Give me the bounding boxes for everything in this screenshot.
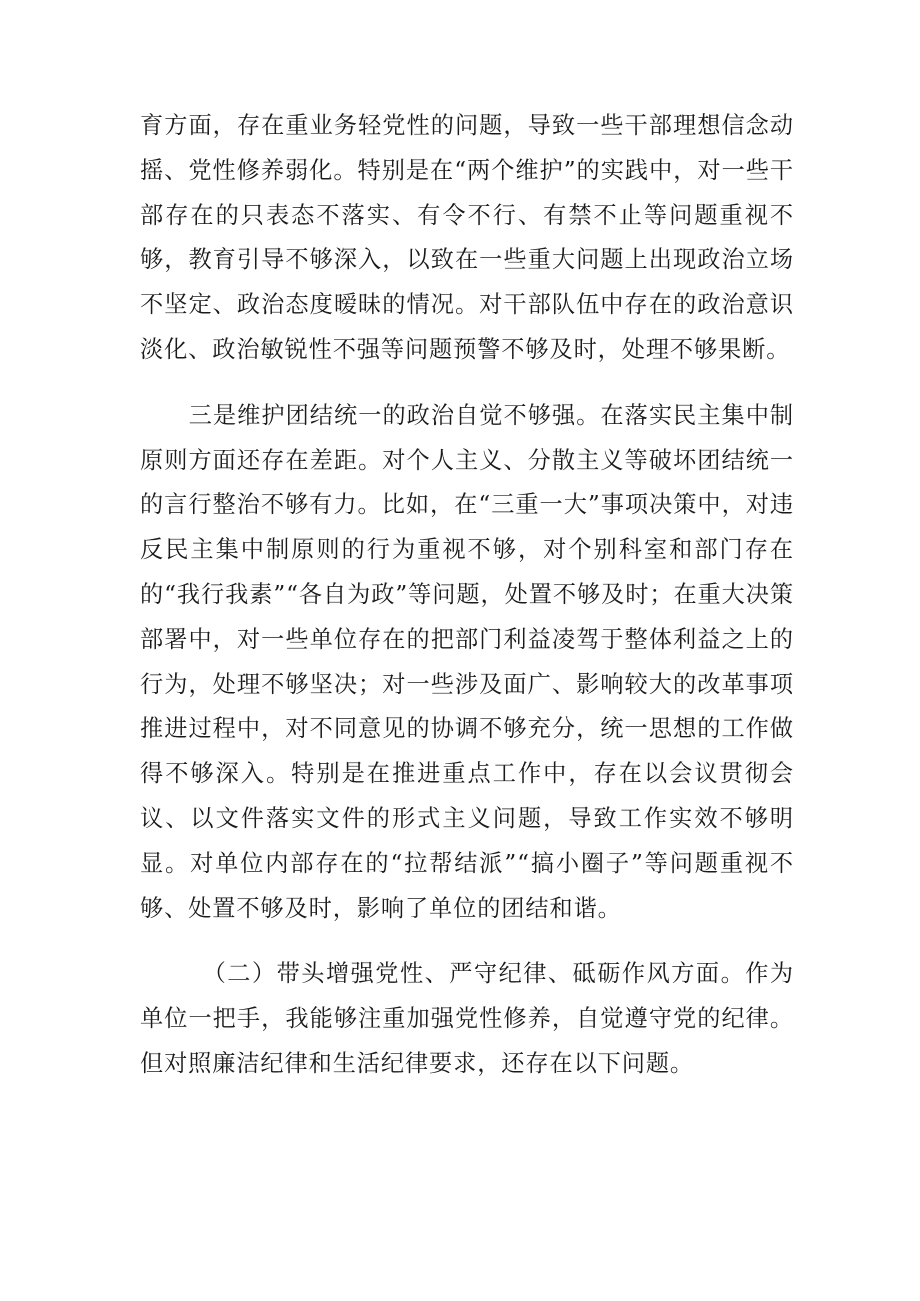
paragraph-continuation: 育方面，存在重业务轻党性的问题，导致一些干部理想信念动摇、党性修养弱化。特别是在“两个维护”的实践中，对一些干部存在的只表态不落实、有令不行、有禁不止等问题重视不够，教育引导不够深入，以致在一些重大问题上出现政治立场不坚定、政治态度暧昧的情况。对干部队伍中存在的政治意识淡化、政治敏锐性不强等问题预警不够及时，处理不够果断。	[140, 112, 794, 363]
document-page	[140, 104, 794, 1087]
paragraph-section-two-heading: （二）带头增强党性、严守纪律、砥砺作风方面。作为单位一把手，我能够注重加强党性修养，自觉遵守党的纪律。但对照廉洁纪律和生活纪律要求，还存在以下问题。	[140, 960, 794, 1077]
paragraph-unity-awareness: 三是维护团结统一的政治自觉不够强。在落实民主集中制原则方面还存在差距。对个人主义、分散主义等破坏团结统一的言行整治不够有力。比如，在“三重一大”事项决策中，对违反民主集中制原则的行为重视不够，对个别科室和部门存在的“我行我素”“各自为政”等问题，处置不够及时；在重大决策部署中，对一些单位存在的把部门利益凌驾于整体利益之上的行为，处理不够坚决；对一些涉及面广、影响较大的改革事项推进过程中，对不同意见的协调不够充分，统一思想的工作做得不够深入。特别是在推进重点工作中，存在以会议贯彻会议、以文件落实文件的形式主义问题，导致工作实效不够明显。对单位内部存在的“拉帮结派”“搞小圈子”等问题重视不够、处置不够及时，影响了单位的团结和谐。	[140, 401, 794, 922]
